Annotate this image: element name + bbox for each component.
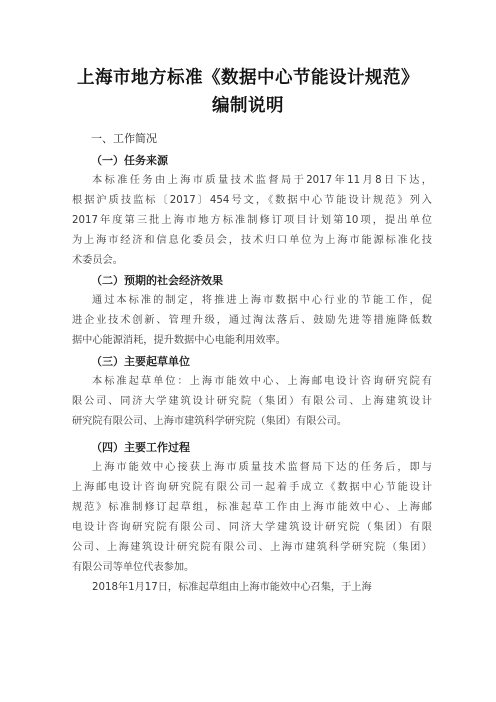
text-line: 研究院有限公司、上海市建筑科学研究院（集团）有限公司。 <box>72 416 348 427</box>
subsection-heading-expected-effects: （二）预期的社会经济效果 <box>91 274 223 287</box>
text-line: 术委员会。 <box>72 255 123 266</box>
text-line: 上海市能效中心接获上海市质量技术监督局下达的任务后，即与 <box>92 462 432 473</box>
text-line: 通过本标准的制定，将推进上海市数据中心行业的节能工作，促 <box>92 295 432 306</box>
text-line: 根据沪质技监标〔2017〕454号文，《数据中心节能设计规范》列入 <box>72 195 432 206</box>
text-line: 规范》标准制修订起草组，标准起草工作由上海市能效中心、上海邮 <box>72 502 432 513</box>
section-heading-work-overview: 一、工作简况 <box>91 132 157 145</box>
document-title: 上海市地方标准《数据中心节能设计规范》 <box>77 68 419 88</box>
text-line: 公司、上海建筑设计研究院有限公司、上海市建筑科学研究院（集团） <box>72 542 432 553</box>
subsection-heading-drafting-units: （三）主要起草单位 <box>91 355 190 368</box>
text-line: 限公司、同济大学建筑设计研究院（集团）有限公司、上海建筑设计 <box>72 396 432 407</box>
text-line: 为上海市经济和信息化委员会，技术归口单位为上海市能源标准化技 <box>72 235 432 246</box>
text-line: 有限公司等单位代表参加。 <box>72 562 195 573</box>
paragraph-drafting-units <box>72 372 432 432</box>
text-line: 本标准任务由上海市质量技术监督局于2017年11月8日下达， <box>92 175 432 186</box>
subsection-heading-task-source: （一）任务来源 <box>91 154 168 167</box>
text-line: 上海邮电设计咨询研究院有限公司一起着手成立《数据中心节能设计 <box>72 482 432 493</box>
text-line: 据中心能源消耗，提升数据中心电能利用效率。 <box>72 335 286 346</box>
paragraph-expected-effects <box>72 291 432 351</box>
text-line: 2018年1月17日，标准起草组由上海市能效中心召集，于上海 <box>92 582 372 593</box>
paragraph-task-source <box>72 171 432 271</box>
text-line: 进企业技术创新、管理升级，通过淘汰落后、鼓励先进等措施降低数 <box>72 315 432 326</box>
document-subtitle: 编制说明 <box>212 96 284 116</box>
text-line: 2017年度第三批上海市地方标准制修订项目计划第10项，提出单位 <box>72 215 432 226</box>
text-line: 本标准起草单位：上海市能效中心、上海邮电设计咨询研究院有 <box>92 376 432 387</box>
text-line: 电设计咨询研究院有限公司、同济大学建筑设计研究院（集团）有限 <box>72 522 432 533</box>
subsection-heading-work-process: （四）主要工作过程 <box>91 441 190 454</box>
paragraph-work-process <box>72 458 432 598</box>
